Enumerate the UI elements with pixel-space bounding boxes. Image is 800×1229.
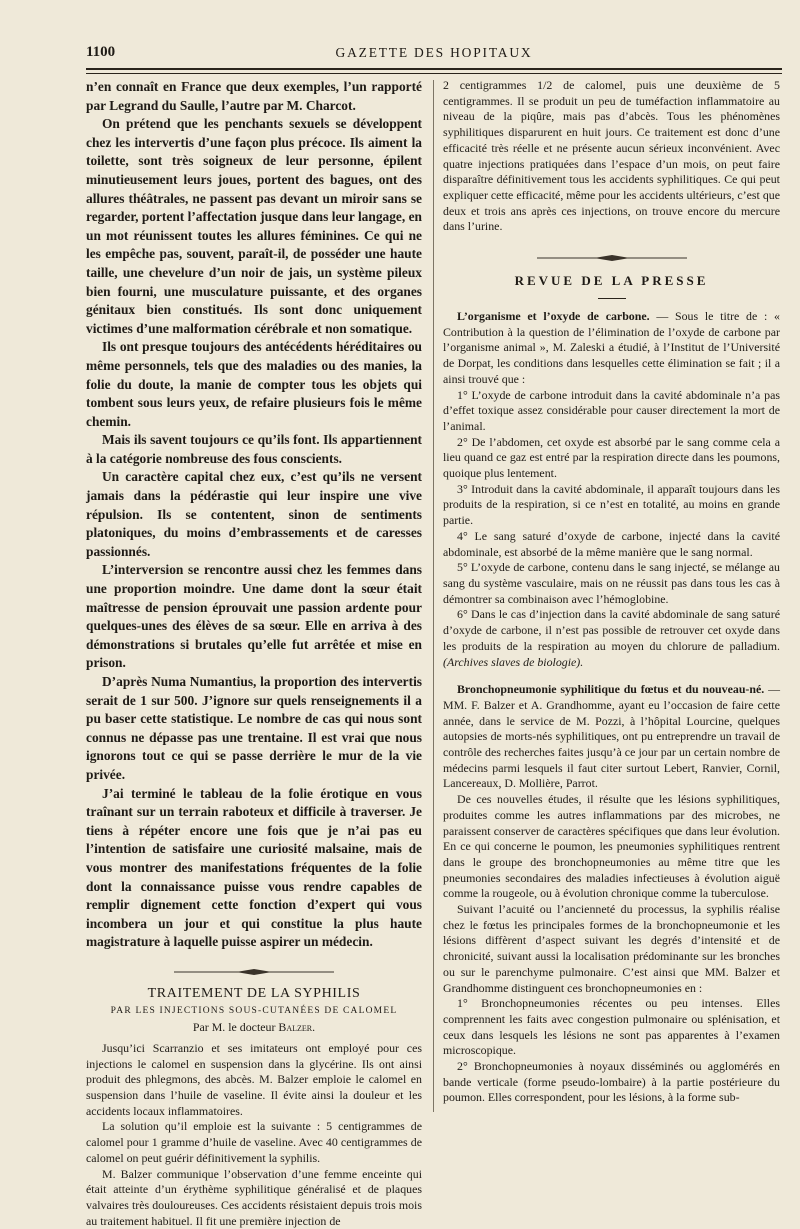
paragraph: On prétend que les penchants sexuels se développent chez les intervertis d’une façon plus précoce. Ils aiment la toilette, sont très soigneux de leur personne, épilent minutieusement leurs joues, portent des bagues, ont des allures théâtrales, ne passent pas devant un miroir sans se regarder, portent l’affectation jusque dans leur langage, en un mot réunissent toutes les allures féminines. Ce qui ne les empêche pas, souvent, paraît-il, de posséder une haute taille, une chevelure d’un noir de jais, un système pileux bien fourni, une musculature puissante, et des organes génitaux bien constitués. Ils sont donc uniquement victimes d’une malformation cérébrale et non somatique. <box>86 116 422 336</box>
paragraph: Ils ont presque toujours des antécédents héréditaires ou même personnels, tels que des maladies ou des manies, la folie du doute, la manie de compter tous les objets qui tombent sous leurs yeux, de refaire plusieurs fois le même chemin. <box>86 339 422 429</box>
column-divider <box>433 80 434 1112</box>
section-title: TRAITEMENT DE LA SYPHILIS <box>147 985 361 1001</box>
page-header <box>86 44 782 66</box>
revue-rule <box>598 298 626 299</box>
paragraph: La solution qu’il emploie est la suivante : 5 centigrammes de calomel pour 1 gramme d’huile de vaseline. Avec 40 centigrammes de calomel on peut guérir définitivement la syphilis. <box>86 1119 422 1165</box>
right-column <box>443 78 780 1106</box>
article-run-title: Bronchopneumonie syphilitique du fœtus et du nouveau-né. <box>457 682 765 697</box>
list-item: 1° L’oxyde de carbone introduit dans la cavité abdominale n’a pas d’effet toxique assez considérable pour causer directement la mort de l’animal. <box>443 387 780 433</box>
paragraph: Mais ils savent toujours ce qu’ils font. Ils appartiennent à la catégorie nombreuse des fous conscients. <box>86 432 422 466</box>
list-item: 4° Le sang saturé d’oxyde de carbone, injecté dans la cavité abdominale, est absorbé de la même manière que le sang normal. <box>443 528 780 559</box>
paragraph: 2° Bronchopneumonies à noyaux disséminés ou agglomérés en bande verticale (forme pseudo-lombaire) à la partie postérieure du poumon. Elles correspondent, pour les lésions, à la forme sub- <box>443 1059 780 1105</box>
paragraph: 2 centigrammes 1/2 de calomel, puis une deuxième de 5 centigrammes. Il se produit un peu de tuméfaction inflammatoire au niveau de la piqûre, mais pas d’abcès. Tous les phénomènes syphilitiques disparurent en huit jours. Ce traitement est donc d’une efficacité très réelle et ne présente aucun sérieux inconvénient. Avec quatre injections pratiquées dans l’espace d’un mois, on peut faire disparaître définitivement tous les accidents syphilitiques. Ce qui peut expliquer cette efficacité, même pour les accidents ultérieurs, c’est que deux et trois ans après ces injections, on trouve encore du mercure dans l’urine. <box>443 78 780 234</box>
revue-ornament <box>443 245 780 273</box>
page-number: 1100 <box>86 44 116 60</box>
article-intro-text: — Sous le titre de : « Contribution à la question de l’élimination de l’oxyde de carbone par l’organisme animal », M. Zaleski a étudié, à l’Institut de l’Université de Dorpat, les conditions dans lesquelles cette élimination se fait ; il a ainsi trouvé que : <box>443 309 780 386</box>
ornament-rule-icon <box>174 967 334 977</box>
section-author <box>86 1020 422 1035</box>
paragraph: Suivant l’acuité ou l’ancienneté du processus, la syphilis réalise chez le fœtus les principales formes de la bronchopneumonie et les lésions diffèrent d’aspect suivant les degrés d’intensité et de chronicité, suivant aussi la localisation prédominante sur les bronches ou sur le parenchyme pulmonaire. C’est ainsi que MM. Balzer et Grandhomme distinguent ces bronchopneumonies en : <box>443 902 780 995</box>
revue-title: REVUE DE LA PRESSE <box>514 273 709 289</box>
paragraph: 1° Bronchopneumonies récentes ou peu intenses. Elles comprennent les faits avec congestion pulmonaire ou splénisation, et ceux dans lesquels les lésions ne sont pas apparentes à l’examen microscopique. <box>443 996 780 1058</box>
paragraph: L’interversion se rencontre aussi chez les femmes dans une proportion moindre. Une dame dont la sœur était maîtresse de pension éprouvait une passion ardente pour quelques-unes des élèves de sa sœur. Elle en arriva à des démonstrations si brutales qu’elle fut arrêtée et mise en prison. <box>86 562 422 671</box>
header-rule-thin <box>86 73 782 74</box>
author-prefix: Par M. le docteur <box>192 1019 279 1034</box>
paragraph: D’après Numa Numantius, la proportion des intervertis serait de 1 sur 500. J’ignore sur quels renseignements il a pu baser cette statistique. Le nombre de cas qui nous sont connus ne dépasse pas une trentaine. Il est vrai que nous ignorons tout ce qui se passe derrière le mur de la vie privée. <box>86 674 422 782</box>
article-source: (Archives slaves de biologie). <box>443 654 584 669</box>
ornament-rule-icon <box>537 253 687 263</box>
article-intro-text: — MM. F. Balzer et A. Grandhomme, ayant eu l’occasion de faire cette année, dans le service de M. Pozzi, à l’hôpital Lourcine, quelques autopsies de morts-nés syphilitiques, ont pu entreprendre un travail de contrôle des recherches faites jusqu’à ce jour par un certain nombre de médecins parmi lesquels il faut citer surtout Lebert, Ranvier, Cornil, Lancereaux, D. Mollière, Parrot. <box>443 682 780 791</box>
section-ornament <box>86 958 422 986</box>
section-subtitle: PAR LES INJECTIONS SOUS-CUTANÉES DE CALOMEL <box>110 1005 398 1016</box>
paragraph: J’ai terminé le tableau de la folie érotique en vous traînant sur un terrain raboteux et difficile à traverser. Je tiens à répéter encore une fois que je n’ai pas eu l’intention de satisfaire une curiosité malsaine, mais de vous montrer des manifestations fréquentes de la folie dont la connaissance puisse vous rendre capables de remplir dignement cette fonction d’expert qui vous incombera un jour et qui constitue la plus haute magistrature à laquelle puisse aspirer un médecin. <box>86 785 422 950</box>
article-intro <box>443 682 780 792</box>
header-rule-thick <box>86 68 782 70</box>
list-item: 3° Introduit dans la cavité abdominale, il apparaît toujours dans les produits de la respiration, si ce n’est en totalité, au moins en grande partie. <box>443 481 780 528</box>
list-item <box>443 607 780 670</box>
list-item: 2° De l’abdomen, cet oxyde est absorbé par le sang comme cela a lieu quand ce gaz est entré par la respiration directe dans les poumons, quoique plus lentement. <box>443 434 780 481</box>
paragraph: n’en connaît en France que deux exemples, l’un rapporté par Legrand du Saulle, l’autre par M. Charcot. <box>86 79 422 113</box>
article-run-title: L’organisme et l’oxyde de carbone. <box>457 309 650 324</box>
list-item: 5° L’oxyde de carbone, contenu dans le sang injecté, se mélange au sang du système vasculaire, mais on ne réussit pas dans tous les cas à démontrer sa combinaison avec l’hémoglobine. <box>443 560 780 606</box>
paragraph: Jusqu’ici Scarranzio et ses imitateurs ont employé pour ces injections le calomel en suspension dans la glycérine. Ils ont ainsi produit des phlegmons, des abcès. M. Balzer emploie le calomel en suspension dans l’huile de vaseline. Il évite ainsi la douleur et les accidents locaux inflammatoires. <box>86 1040 422 1118</box>
paragraph: M. Balzer communique l’observation d’une femme enceinte qui était atteinte d’un érythème syphilitique généralisé et de plaques valvaires très douloureuses. Ces accidents résistaient depuis trois mois au traitement habituel. Il fit une première injection de <box>86 1166 422 1228</box>
left-column <box>86 78 422 1229</box>
list-item-text: 6° Dans le cas d’injection dans la cavité abdominale de sang saturé d’oxyde de carbone, il n’est pas possible de retrouver cet oxyde dans les produits de la respiration au moyen du chlorure de palladium. <box>443 607 780 653</box>
paragraph: Un caractère capital chez eux, c’est qu’ils ne versent jamais dans la pédérastie qui leur inspire une vive répulsion. Ils se contentent, sinon de sentiments platoniques, du moins d’embrassements et de caresses passionnés. <box>86 469 422 559</box>
author-name: Balzer. <box>278 1019 316 1034</box>
paragraph: De ces nouvelles études, il résulte que les lésions syphilitiques, produites comme les autres inflammations par des microbes, ne paraissent conserver de caractères spécifiques que dans leur évolution. En ce qui concerne le poumon, les pneumonies syphilitiques rentrent dans le groupe des bronchopneumonies au même titre que les pneumonies secondaires des maladies infectieuses à évolution aiguë comme la rougeole, ou à évolution chronique comme la tuberculose. <box>443 792 780 901</box>
journal-title: GAZETTE DES HOPITAUX <box>335 45 533 60</box>
article-intro <box>443 309 780 388</box>
